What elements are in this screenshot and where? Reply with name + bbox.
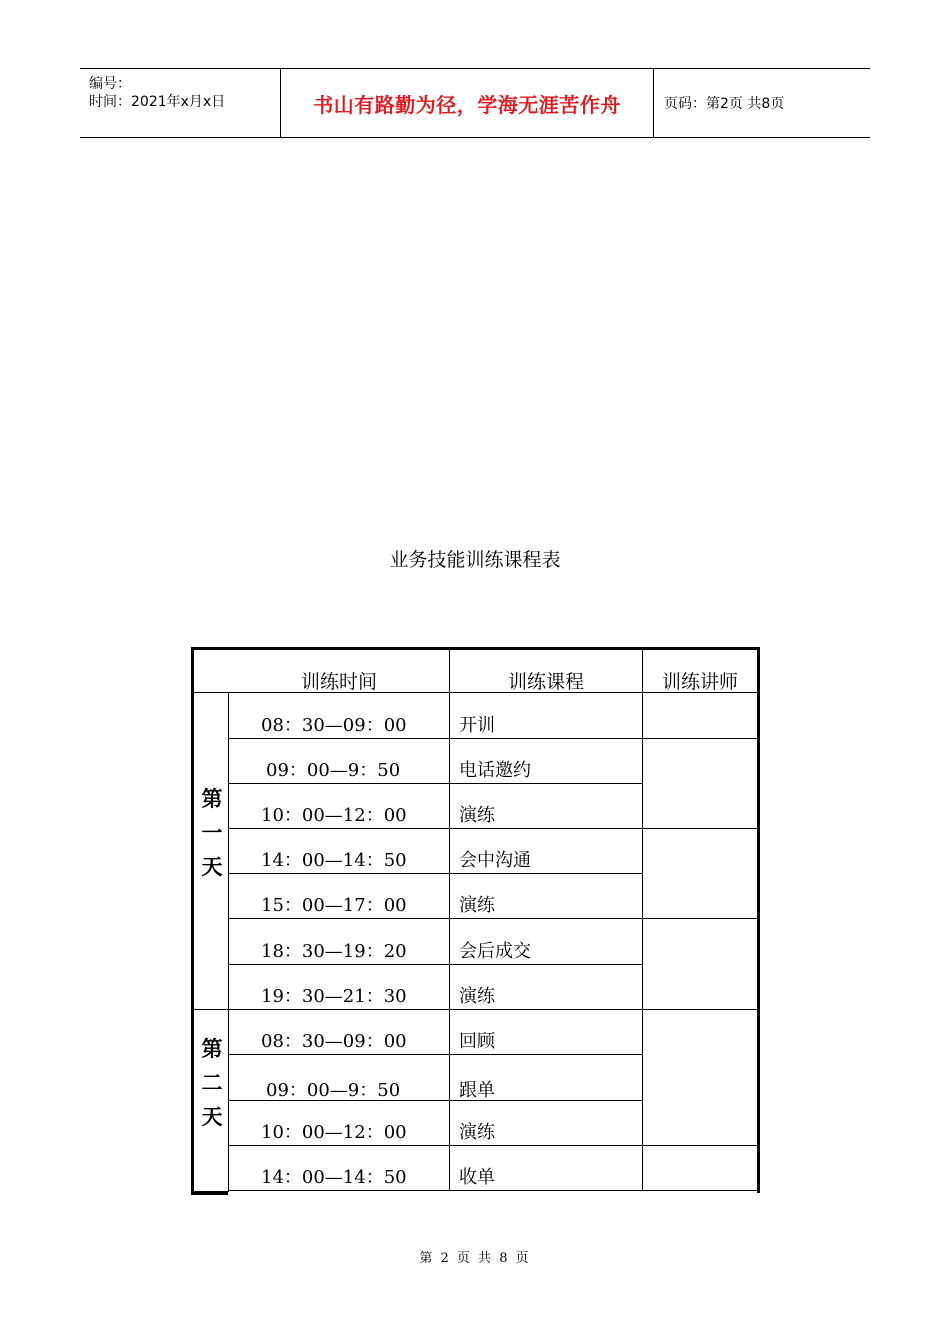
course-cell: 会后成交 — [459, 941, 531, 962]
course-cell: 开训 — [459, 715, 495, 736]
course-cell: 演练 — [459, 986, 495, 1007]
table-border-bottom-left — [191, 1191, 228, 1195]
header-cell-time: 训练时间 — [300, 671, 377, 693]
time-cell: 09：00—9：50 — [266, 760, 401, 781]
time-cell: 14：00—14：50 — [261, 850, 407, 871]
document-title: 业务技能训练课程表 — [389, 549, 561, 571]
table-border-bottom — [228, 1190, 760, 1191]
row-line — [228, 1054, 642, 1055]
row-line — [228, 1145, 642, 1146]
time-cell: 08：30—09：00 — [261, 715, 407, 736]
header-motto — [281, 69, 654, 137]
course-column-line — [642, 650, 643, 1191]
course-cell: 收单 — [459, 1167, 495, 1188]
day-two-label — [194, 1032, 230, 1134]
header-cell-course: 训练课程 — [507, 671, 584, 693]
row-line — [228, 828, 642, 829]
day-one-label — [194, 782, 230, 884]
day-two-char: 第 — [201, 1037, 223, 1061]
day-one-char: 一 — [201, 821, 223, 845]
row-line — [228, 873, 642, 874]
schedule-table — [191, 647, 760, 1195]
table-border-top — [191, 647, 760, 650]
day-one-char: 第 — [201, 787, 223, 811]
time-cell: 10：00—12：00 — [261, 1122, 407, 1143]
day-one-char: 天 — [201, 855, 223, 879]
time-cell: 18：30—19：20 — [261, 941, 407, 962]
time-cell: 14：00—14：50 — [261, 1167, 407, 1188]
page-footer: 第 2 页 共 8 页 — [419, 1251, 531, 1266]
time-cell: 19：30—21：30 — [261, 986, 407, 1007]
table-border-right — [757, 647, 760, 1193]
day-divider-line — [191, 1009, 757, 1010]
time-column-line — [449, 650, 450, 1191]
motto-text: 书山有路勤为径，学海无涯苦作舟 — [313, 92, 621, 117]
trainer-cell-line — [642, 738, 757, 739]
time-cell: 09：00—9：50 — [266, 1080, 401, 1101]
date-label: 时间：2021年x月x日 — [89, 94, 226, 110]
time-cell: 08：30—09：00 — [261, 1031, 407, 1052]
day-two-char: 天 — [201, 1105, 223, 1129]
course-cell: 跟单 — [459, 1080, 495, 1101]
header-cell-trainer: 训练讲师 — [661, 671, 738, 693]
course-cell: 回顾 — [459, 1031, 495, 1052]
document-header — [80, 68, 870, 138]
trainer-cell-line — [642, 918, 757, 919]
time-cell: 15：00—17：00 — [261, 895, 407, 916]
course-cell: 电话邀约 — [459, 760, 531, 781]
time-cell: 10：00—12：00 — [261, 805, 407, 826]
course-cell: 会中沟通 — [459, 850, 531, 871]
course-cell: 演练 — [459, 1122, 495, 1143]
course-cell: 演练 — [459, 805, 495, 826]
course-cell: 演练 — [459, 895, 495, 916]
trainer-cell-line — [642, 1145, 757, 1146]
row-line — [228, 964, 642, 965]
header-meta — [80, 69, 281, 137]
row-line — [228, 738, 642, 739]
trainer-cell-line — [642, 828, 757, 829]
row-line — [228, 783, 642, 784]
page-info-text: 页码：第2页 共8页 — [664, 96, 785, 112]
header-page-info — [654, 69, 870, 137]
day-two-char: 二 — [201, 1071, 223, 1095]
row-line — [228, 918, 642, 919]
number-label: 编号： — [89, 76, 131, 92]
